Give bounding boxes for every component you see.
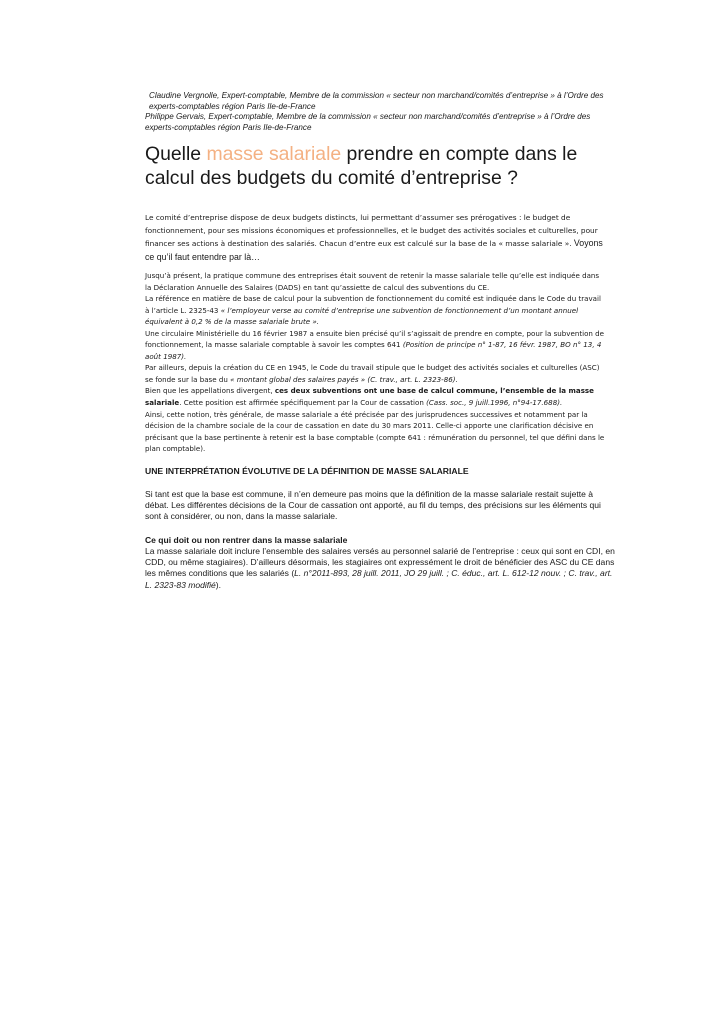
- intro-text: Le comité d’entreprise dispose de deux budgets distincts, lui permettant d’assumer ses prérogatives : le budget de fonctionnement, pour ses missions économiques et professionnelles, et le budget des activités sociales et culturelles, pour financer ses actions à destination des salariés. Chacun d’entre eux est calculé sur la base de la « masse salariale ».: [145, 213, 598, 249]
- body-paragraph-5-reference: (Cass. soc., 9 juill.1996, n°94-17.688).: [426, 398, 563, 408]
- title-prefix: Quelle: [145, 143, 207, 165]
- title-suffix: prendre en compte dans le calcul des budgets du comité d’entreprise ?: [145, 143, 578, 189]
- body-text: [145, 270, 607, 455]
- body-paragraph-5-start: Bien que les appellations divergent,: [145, 386, 275, 396]
- author-credit-1: Claudine Vergnolle, Expert-comptable, Membre de la commission « secteur non marchand/comités d’entreprise » à l’Ordre des experts-comptables région Paris Ile-de-France: [149, 91, 604, 111]
- title-highlight: masse salariale: [206, 143, 342, 165]
- body-paragraph-5-mid: . Cette position est affirmée spécifiquement par la Cour de cassation: [179, 398, 427, 408]
- author-credits: [145, 91, 607, 133]
- subsection-text: La masse salariale doit inclure l’ensemble des salaires versés au personnel salarié de l’entreprise : ceux qui sont en CDI, en CDD, ou même stagiaires). D’ailleurs désormais, les stagiaires ont expressément le droit de bénéficier des ASC du CE dans les mêmes conditions que les salariés (: [145, 546, 615, 579]
- subsection-paragraph: [145, 546, 615, 591]
- body-paragraph-5: [145, 385, 607, 408]
- body-paragraph-3-reference: (Position de principe n° 1-87, 16 févr. 1987, BO n° 13, 4 août 1987).: [145, 340, 602, 361]
- article-title: [145, 142, 615, 190]
- body-paragraph-3: [145, 328, 607, 363]
- intro-tail: Voyons ce qu’il faut entendre par là…: [145, 238, 603, 262]
- body-paragraph-2-text: La référence en matière de base de calcul pour la subvention de fonctionnement du comité est indiquée dans le Code du travail à l’article L. 2325-43: [145, 294, 601, 315]
- subsection-text-end: ).: [215, 579, 222, 590]
- body-paragraph-4: [145, 362, 607, 385]
- body-paragraph-4-reference: « montant global des salaires payés » (C. trav., art. L. 2323-86).: [230, 374, 458, 384]
- body-paragraph-1: Jusqu’à présent, la pratique commune des entreprises était souvent de retenir la masse salariale telle qu’elle est indiquée dans la Déclaration Annuelle des Salaires (DADS) en tant qu’assiette de calcul des subventions du CE.: [145, 271, 600, 292]
- body-paragraph-4-text: Par ailleurs, depuis la création du CE en 1945, le Code du travail stipule que le budget des activités sociales et culturelles (ASC) se fonde sur la base du: [145, 363, 600, 384]
- body-paragraph-6: Ainsi, cette notion, très générale, de masse salariale a été précisée par des jurisprudences successives et notamment par la décision de la chambre sociale de la cour de cassation en date du 30 mars 2011. Celle-ci apporte une clarification décisive en précisant que la base pertinente à retenir est la base comptable (compte 641 : rémunération du personnel, tel que défini dans le plan comptable).: [145, 409, 605, 454]
- section-heading: UNE INTERPRÉTATION ÉVOLUTIVE DE LA DÉFINITION DE MASSE SALARIALE: [145, 466, 469, 476]
- section-paragraph: Si tant est que la base est commune, il n’en demeure pas moins que la définition de la masse salariale restait sujette à débat. Les différentes décisions de la Cour de cassation ont apporté, au fil du temps, des précisions sur les éléments qui sont à considérer, ou non, dans la masse salariale.: [145, 489, 601, 522]
- body-paragraph-2: [145, 293, 607, 328]
- author-credit-2: Philippe Gervais, Expert-comptable, Membre de la commission « secteur non marchand/comités d’entreprise » à l’Ordre des experts-comptables région Paris Ile-de-France: [145, 112, 591, 132]
- body-paragraph-2-quote: « l’employeur verse au comité d’entreprise une subvention de fonctionnement d’un montant annuel équivalent à 0,2 % de la masse salariale brute ».: [145, 305, 579, 327]
- body-paragraph-5-emphasis: ces deux subventions ont une base de calcul commune, l’ensemble de la masse salariale: [145, 386, 594, 408]
- subsection-reference: L. n°2011-893, 28 juill. 2011, JO 29 juill. ; C. éduc., art. L. 612-12 nouv. ; C. trav., art. L. 2323-83 modifié: [145, 568, 613, 590]
- intro-paragraph: [145, 212, 607, 264]
- body-paragraph-3-text: Une circulaire Ministérielle du 16 février 1987 a ensuite bien précisé qu’il s’agissait de prendre en compte, pour la subvention de fonctionnement, la masse salariale comptable à savoir les comptes 641: [145, 328, 605, 350]
- subsection-heading: Ce qui doit ou non rentrer dans la masse salariale: [145, 535, 348, 545]
